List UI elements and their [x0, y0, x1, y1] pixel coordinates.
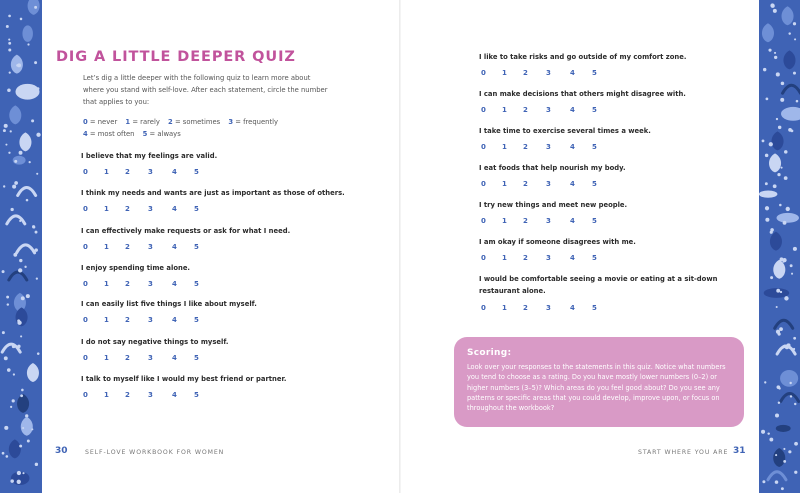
- rating-option[interactable]: 1: [502, 180, 507, 188]
- page-number-left: 30: [55, 446, 68, 456]
- rating-option[interactable]: 4: [570, 254, 575, 262]
- legend-item: 0 = never: [83, 118, 118, 126]
- rating-option[interactable]: 4: [570, 106, 575, 114]
- quiz-statement: I take time to exercise several times a week.: [479, 127, 651, 135]
- running-head-left: SELF-LOVE WORKBOOK FOR WOMEN: [85, 449, 225, 456]
- rating-scale: [479, 69, 799, 79]
- rating-option[interactable]: 3: [546, 304, 551, 312]
- rating-option[interactable]: 5: [194, 168, 199, 176]
- quiz-item: [81, 151, 401, 178]
- rating-option[interactable]: 3: [546, 106, 551, 114]
- quiz-statement: I do not say negative things to myself.: [81, 338, 229, 346]
- quiz-item: [81, 226, 401, 253]
- rating-option[interactable]: 2: [523, 304, 528, 312]
- rating-option[interactable]: 0: [481, 69, 486, 77]
- quiz-title: DIG A LITTLE DEEPER QUIZ: [56, 49, 296, 65]
- quiz-statement: I like to take risks and go outside of my comfort zone.: [479, 53, 687, 61]
- rating-option[interactable]: 4: [172, 316, 177, 324]
- rating-option[interactable]: 5: [194, 280, 199, 288]
- rating-option[interactable]: 2: [523, 106, 528, 114]
- quiz-statement: I can effectively make requests or ask for what I need.: [81, 227, 291, 235]
- rating-option[interactable]: 1: [104, 168, 109, 176]
- scoring-text: Look over your responses to the statements in this quiz. Notice what numbers you tend to choose as a rating. Do you have mostly lower numbers (0–2) or higher numbers (3–5)? Which areas do you feel good about? Do you see any patterns or specific areas that you could develop, improve upon, or focus on throughout the workbook?: [467, 363, 726, 413]
- rating-option[interactable]: 0: [83, 316, 88, 324]
- rating-option[interactable]: 2: [125, 354, 130, 362]
- rating-option[interactable]: 5: [592, 143, 597, 151]
- rating-option[interactable]: 0: [481, 180, 486, 188]
- rating-option[interactable]: 5: [194, 391, 199, 399]
- rating-legend: [83, 116, 284, 140]
- quiz-item: [479, 163, 799, 190]
- left-decorative-border: [0, 0, 42, 493]
- quiz-statement: I can easily list five things I like about myself.: [81, 300, 257, 308]
- rating-option[interactable]: 2: [523, 69, 528, 77]
- quiz-item: [81, 337, 401, 364]
- rating-option[interactable]: 0: [481, 254, 486, 262]
- rating-option[interactable]: 0: [83, 391, 88, 399]
- rating-scale: [81, 280, 401, 290]
- quiz-item: [479, 237, 799, 264]
- rating-option[interactable]: 3: [546, 217, 551, 225]
- quiz-statement: I eat foods that help nourish my body.: [479, 164, 626, 172]
- rating-option[interactable]: 4: [570, 143, 575, 151]
- quiz-item: [479, 52, 799, 79]
- rating-option[interactable]: 1: [502, 254, 507, 262]
- rating-scale: [81, 168, 401, 178]
- rating-option[interactable]: 0: [83, 280, 88, 288]
- rating-option[interactable]: 1: [502, 69, 507, 77]
- page-number-right: 31: [733, 446, 746, 456]
- rating-option[interactable]: 2: [125, 168, 130, 176]
- quiz-statement: I try new things and meet new people.: [479, 201, 628, 209]
- quiz-item: [479, 126, 799, 153]
- rating-option[interactable]: 2: [523, 254, 528, 262]
- rating-option[interactable]: 2: [125, 205, 130, 213]
- rating-option[interactable]: 0: [83, 243, 88, 251]
- rating-option[interactable]: 3: [148, 316, 153, 324]
- rating-scale: [81, 391, 401, 401]
- rating-option[interactable]: 2: [523, 180, 528, 188]
- legend-item: 5 = always: [142, 130, 181, 138]
- quiz-statement: I think my needs and wants are just as important as those of others.: [81, 189, 345, 197]
- rating-option[interactable]: 1: [104, 316, 109, 324]
- running-head-right: START WHERE YOU ARE: [638, 449, 729, 456]
- quiz-item: [81, 188, 401, 215]
- rating-option[interactable]: 5: [194, 205, 199, 213]
- rating-scale: [479, 217, 799, 227]
- rating-option[interactable]: 3: [148, 168, 153, 176]
- rating-option[interactable]: 0: [83, 354, 88, 362]
- rating-option[interactable]: 1: [104, 391, 109, 399]
- rating-option[interactable]: 2: [523, 143, 528, 151]
- rating-option[interactable]: 3: [148, 354, 153, 362]
- rating-option[interactable]: 2: [125, 243, 130, 251]
- rating-option[interactable]: 5: [194, 354, 199, 362]
- rating-option[interactable]: 4: [172, 168, 177, 176]
- rating-option[interactable]: 1: [104, 205, 109, 213]
- rating-option[interactable]: 0: [83, 168, 88, 176]
- rating-option[interactable]: 5: [592, 69, 597, 77]
- rating-option[interactable]: 5: [592, 304, 597, 312]
- rating-scale: [479, 180, 799, 190]
- rating-option[interactable]: 5: [592, 106, 597, 114]
- rating-option[interactable]: 4: [172, 280, 177, 288]
- rating-option[interactable]: 2: [125, 391, 130, 399]
- rating-scale: [479, 304, 799, 314]
- rating-option[interactable]: 4: [172, 354, 177, 362]
- quiz-item: [479, 89, 799, 116]
- rating-option[interactable]: 5: [592, 217, 597, 225]
- legend-item: 1 = rarely: [125, 118, 160, 126]
- rating-option[interactable]: 4: [570, 69, 575, 77]
- legend-item: 4 = most often: [83, 130, 135, 138]
- rating-option[interactable]: 0: [83, 205, 88, 213]
- rating-option[interactable]: 0: [481, 143, 486, 151]
- rating-option[interactable]: 4: [172, 391, 177, 399]
- quiz-statement: I talk to myself like I would my best friend or partner.: [81, 375, 287, 383]
- legend-item: 2 = sometimes: [168, 118, 221, 126]
- rating-scale: [479, 254, 799, 264]
- rating-option[interactable]: 2: [125, 316, 130, 324]
- rating-option[interactable]: 2: [125, 280, 130, 288]
- legend-row-1: [83, 116, 284, 128]
- rating-option[interactable]: 4: [570, 217, 575, 225]
- quiz-statement: I am okay if someone disagrees with me.: [479, 238, 636, 246]
- rating-option[interactable]: 0: [481, 106, 486, 114]
- rating-option[interactable]: 1: [502, 143, 507, 151]
- rating-option[interactable]: 3: [148, 243, 153, 251]
- quiz-item: [81, 299, 401, 326]
- rating-scale: [479, 106, 799, 116]
- quiz-statement: I believe that my feelings are valid.: [81, 152, 218, 160]
- quiz-item: [479, 200, 799, 227]
- legend-row-2: [83, 128, 284, 140]
- rating-option[interactable]: 0: [481, 217, 486, 225]
- rating-option[interactable]: 4: [570, 304, 575, 312]
- rating-option[interactable]: 5: [592, 254, 597, 262]
- rating-option[interactable]: 5: [194, 243, 199, 251]
- rating-option[interactable]: 1: [104, 280, 109, 288]
- rating-scale: [81, 316, 401, 326]
- scoring-heading: Scoring:: [467, 348, 512, 358]
- quiz-intro: Let’s dig a little deeper with the following quiz to learn more about where you stand with self-love. After each statement, circle the number that applies to you:: [83, 74, 328, 106]
- rating-option[interactable]: 4: [172, 205, 177, 213]
- rating-option[interactable]: 3: [546, 254, 551, 262]
- rating-scale: [81, 205, 401, 215]
- rating-scale: [479, 143, 799, 153]
- rating-option[interactable]: 1: [502, 106, 507, 114]
- rating-option[interactable]: 1: [104, 354, 109, 362]
- rating-option[interactable]: 3: [148, 280, 153, 288]
- quiz-item: [81, 263, 401, 290]
- rating-option[interactable]: 0: [481, 304, 486, 312]
- rating-option[interactable]: 1: [502, 217, 507, 225]
- rating-option[interactable]: 3: [148, 391, 153, 399]
- quiz-item: [479, 273, 799, 314]
- rating-option[interactable]: 3: [546, 180, 551, 188]
- rating-option[interactable]: 4: [172, 243, 177, 251]
- rating-option[interactable]: 5: [194, 316, 199, 324]
- quiz-statement: I can make decisions that others might disagree with.: [479, 90, 686, 98]
- quiz-statement: I enjoy spending time alone.: [81, 264, 191, 272]
- rating-option[interactable]: 1: [502, 304, 507, 312]
- rating-option[interactable]: 5: [592, 180, 597, 188]
- quiz-item: [81, 374, 401, 401]
- rating-option[interactable]: 3: [546, 143, 551, 151]
- rating-option[interactable]: 3: [546, 69, 551, 77]
- rating-option[interactable]: 2: [523, 217, 528, 225]
- quiz-statement: I would be comfortable seeing a movie or eating at a sit-down restaurant alone.: [479, 275, 718, 295]
- scoring-box: [454, 337, 744, 427]
- rating-scale: [81, 354, 401, 364]
- legend-item: 3 = frequently: [228, 118, 279, 126]
- rating-option[interactable]: 3: [148, 205, 153, 213]
- rating-scale: [81, 243, 401, 253]
- rating-option[interactable]: 4: [570, 180, 575, 188]
- rating-option[interactable]: 1: [104, 243, 109, 251]
